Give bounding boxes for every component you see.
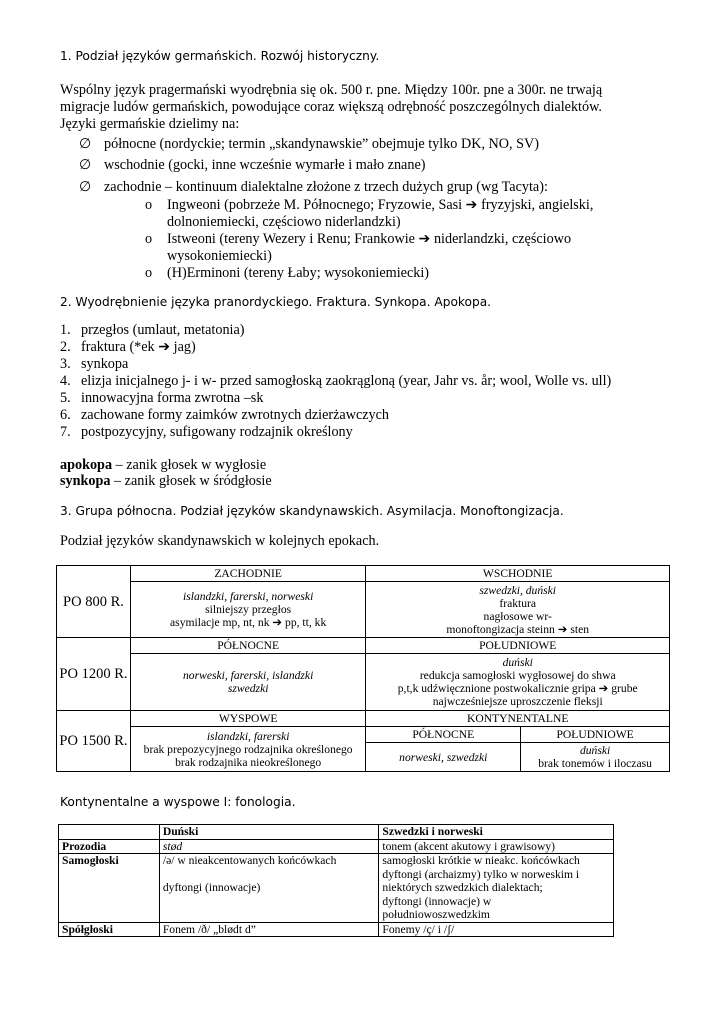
apokopa-definition: [60, 457, 266, 474]
sub-item-istweoni-cont: wysokoniemiecki): [167, 248, 272, 264]
lang-list: duński: [579, 744, 611, 757]
cell-line: Fonemy /ç/ i /ʃ/: [382, 922, 455, 936]
header-empty: [59, 825, 160, 840]
cell-line: dyftongi (innowacje): [162, 881, 261, 894]
era-prefix: PO: [59, 666, 82, 682]
apokopa-text: – zanik głosek w wygłosie: [112, 457, 267, 473]
swedish-norwegian-cell: [379, 922, 614, 937]
south-cell: [366, 654, 670, 711]
swedish-norwegian-cell: [379, 839, 614, 854]
sub-bullet-icon: o: [145, 197, 153, 213]
section-2-heading: 2. Wyodrębnienie języka pranordyckiego. Fraktura. Synkopa. Apokopa.: [60, 295, 492, 309]
cell-line: monoftongizacja steinn ➔ sten: [446, 622, 590, 636]
col-header-continental: KONTYNENTALNE: [366, 711, 670, 727]
cell-line: brak tonemów i iloczasu: [538, 757, 652, 770]
list-number: 2.: [60, 339, 71, 355]
col-header-insular: WYSPOWE: [130, 711, 366, 727]
insular-cell: [130, 727, 366, 772]
row-label: [59, 854, 160, 923]
col-header-north: PÓŁNOCNE: [130, 638, 366, 654]
cell-line: samogłoski krótkie w nieakc. końcówkach: [382, 854, 580, 867]
list-number: 6.: [60, 407, 71, 423]
cell-line: silniejszy przegłos: [205, 603, 292, 616]
list-number: 1.: [60, 322, 71, 338]
sub-item-ingweoni-cont: dolnoniemiecki, częściowo niderlandzki): [167, 214, 401, 230]
intro-line: Wspólny język pragermański wyodrębnia się ok. 500 r. pne. Między 100r. pne a 300r. ne trwają: [60, 82, 603, 98]
table-row: [57, 566, 670, 582]
intro-line: Języki germańskie dzielimy na:: [60, 116, 240, 132]
list-text: przegłos (umlaut, metatonia): [81, 322, 245, 338]
east-cell: [366, 582, 670, 638]
continental-north-cell: [366, 743, 521, 772]
synkopa-text: – zanik głosek w śródgłosie: [110, 473, 272, 489]
era-number: 1200: [81, 666, 111, 682]
list-number: 7.: [60, 424, 71, 440]
cell-line: dyftongi (innowacje) w: [382, 894, 492, 908]
section-1-heading: 1. Podział języków germańskich. Rozwój historyczny.: [60, 49, 380, 63]
list-number: 5.: [60, 390, 71, 406]
era-cell-1500: [57, 711, 131, 772]
section-4-heading: Kontynentalne a wyspowe I: fonologia.: [60, 795, 296, 809]
danish-cell: [159, 922, 379, 937]
cell-line: redukcja samogłoski wygłosowej do shwa: [419, 669, 616, 682]
row-label: [59, 839, 160, 854]
row-label: [59, 922, 160, 937]
sub-item-istweoni: Istweoni (tereny Wezery i Renu; Frankowie ➔ niderlandzki, częściowo: [167, 231, 572, 247]
list-text: innowacyjna forma zwrotna –sk: [81, 390, 264, 406]
col-header-west: ZACHODNIE: [130, 566, 366, 582]
list-number: 4.: [60, 373, 71, 389]
bullet-item-east: wschodnie (gocki, inne wcześnie wymarłe i mało znane): [104, 157, 426, 173]
danish-cell: [159, 839, 379, 854]
bullet-item-west: zachodnie – kontinuum dialektalne złożone z trzech dużych grup (wg Tacyta):: [104, 179, 548, 195]
synkopa-term: synkopa: [60, 473, 111, 489]
swedish-norwegian-cell: [379, 854, 614, 923]
header-text: Duński: [162, 825, 199, 838]
cell-line: południowoszwedzkim: [382, 908, 490, 921]
intro-line: migracje ludów germańskich, powodujące coraz większą odrębność poszczególnych dialektów.: [60, 99, 602, 115]
continental-south-cell: [521, 743, 670, 772]
table-row: [59, 839, 614, 854]
bullet-item-north: północne (nordyckie; termin „skandynawskie” obejmuje tylko DK, NO, SV): [104, 136, 539, 152]
cell-line: fraktura: [499, 596, 537, 610]
cell-line: niektórych szwedzkich dialektach;: [382, 881, 543, 894]
table-row: [59, 922, 614, 937]
west-cell: [130, 582, 366, 638]
synkopa-definition: [60, 473, 272, 490]
lang-list: szwedzki: [227, 682, 269, 695]
era-suffix: R.: [110, 733, 128, 749]
era-number: 800: [85, 593, 107, 610]
table-row: [57, 654, 670, 711]
era-cell-1200: [57, 638, 131, 711]
empty-set-bullet-icon: ∅: [79, 136, 92, 152]
cell-line: p,t,k udźwięcznione postwokalicznie gripa ➔ grube: [397, 682, 638, 695]
table-row: [57, 727, 670, 743]
sub-item-ingweoni: Ingweoni (pobrzeże M. Północnego; Fryzowie, Sasi ➔ fryzyjski, angielski,: [167, 197, 594, 213]
list-text: synkopa: [81, 356, 129, 372]
table-row: [57, 582, 670, 638]
cell-line: dyftongi (archaizmy) tylko w norweskim i: [382, 867, 580, 881]
list-text: postpozycyjny, sufigowany rodzajnik określony: [81, 424, 353, 440]
cell-line: tonem (akcent akutowy i grawisowy): [382, 839, 555, 853]
sub-bullet-icon: o: [145, 265, 153, 281]
cell-line: asymilacje mp, nt, nk ➔ pp, tt, kk: [170, 616, 327, 629]
lang-list: szwedzki, duński: [479, 583, 557, 597]
lang-list: islandzki, farerski: [206, 729, 290, 743]
lang-list: islandzki, farerski, norweski: [182, 590, 314, 603]
list-text: zachowane formy zaimków zwrotnych dzierżawczych: [81, 407, 390, 423]
cell-line: /ə/ w nieakcentowanych końcówkach: [162, 854, 337, 867]
era-suffix: R.: [106, 593, 124, 610]
sub-bullet-icon: o: [145, 231, 153, 247]
list-number: 3.: [60, 356, 71, 372]
col-header-east: WSCHODNIE: [366, 566, 670, 582]
cell-line: brak rodzajnika nieokreślonego: [175, 755, 322, 769]
empty-set-bullet-icon: ∅: [79, 179, 92, 195]
era-number: 1500: [81, 733, 111, 749]
sub-header-north: PÓŁNOCNE: [366, 727, 521, 743]
lang-list: norweski, szwedzki: [399, 750, 488, 764]
lang-list: duński: [502, 656, 533, 669]
col-header-south: POŁUDNIOWE: [366, 638, 670, 654]
north-cell: [130, 654, 366, 711]
row-label-text: Samogłoski: [62, 854, 119, 867]
table-row: [57, 638, 670, 654]
cell-line: najwcześniejsze uproszczenie fleksji: [432, 695, 603, 708]
danish-cell: [159, 854, 379, 923]
section-3-intro: Podział języków skandynawskich w kolejnych epokach.: [60, 533, 380, 549]
list-text: elizja inicjalnego j- i w- przed samogłoską zaokrągloną (year, Jahr vs. år; wool, Wolle vs. ull): [81, 373, 612, 389]
header-swedish-norwegian: [379, 825, 614, 840]
table-header-row: [59, 825, 614, 840]
header-text: Szwedzki i norweski: [382, 825, 483, 838]
apokopa-term: apokopa: [60, 457, 113, 473]
row-label-text: Prozodia: [62, 839, 107, 853]
era-cell-800: [57, 566, 131, 638]
table-row: [59, 854, 614, 923]
phonology-table: [58, 824, 614, 937]
header-danish: [159, 825, 379, 840]
cell-line: Fonem /ð/ „blødt d”: [162, 922, 256, 936]
row-label-text: Spółgłoski: [62, 922, 113, 936]
cell-line: nagłosowe wr-: [483, 609, 552, 623]
empty-set-bullet-icon: ∅: [79, 157, 92, 173]
lang-list: norweski, farerski, islandzki: [182, 669, 314, 682]
sub-item-erminoni: (H)Erminoni (tereny Łaby; wysokoniemiecki): [167, 265, 429, 281]
section-3-heading: 3. Grupa północna. Podział języków skandynawskich. Asymilacja. Monoftongizacja.: [60, 504, 564, 518]
table-row: [57, 711, 670, 727]
era-suffix: R.: [110, 666, 128, 682]
era-prefix: PO: [63, 593, 86, 610]
section-1-intro: [60, 82, 670, 133]
epochs-table: [56, 565, 670, 772]
sub-header-south: POŁUDNIOWE: [521, 727, 670, 743]
list-text: fraktura (*ek ➔ jag): [81, 339, 196, 355]
cell-line: brak prepozycyjnego rodzajnika określonego: [143, 742, 353, 756]
era-prefix: PO: [59, 733, 82, 749]
cell-line: stød: [162, 839, 183, 853]
